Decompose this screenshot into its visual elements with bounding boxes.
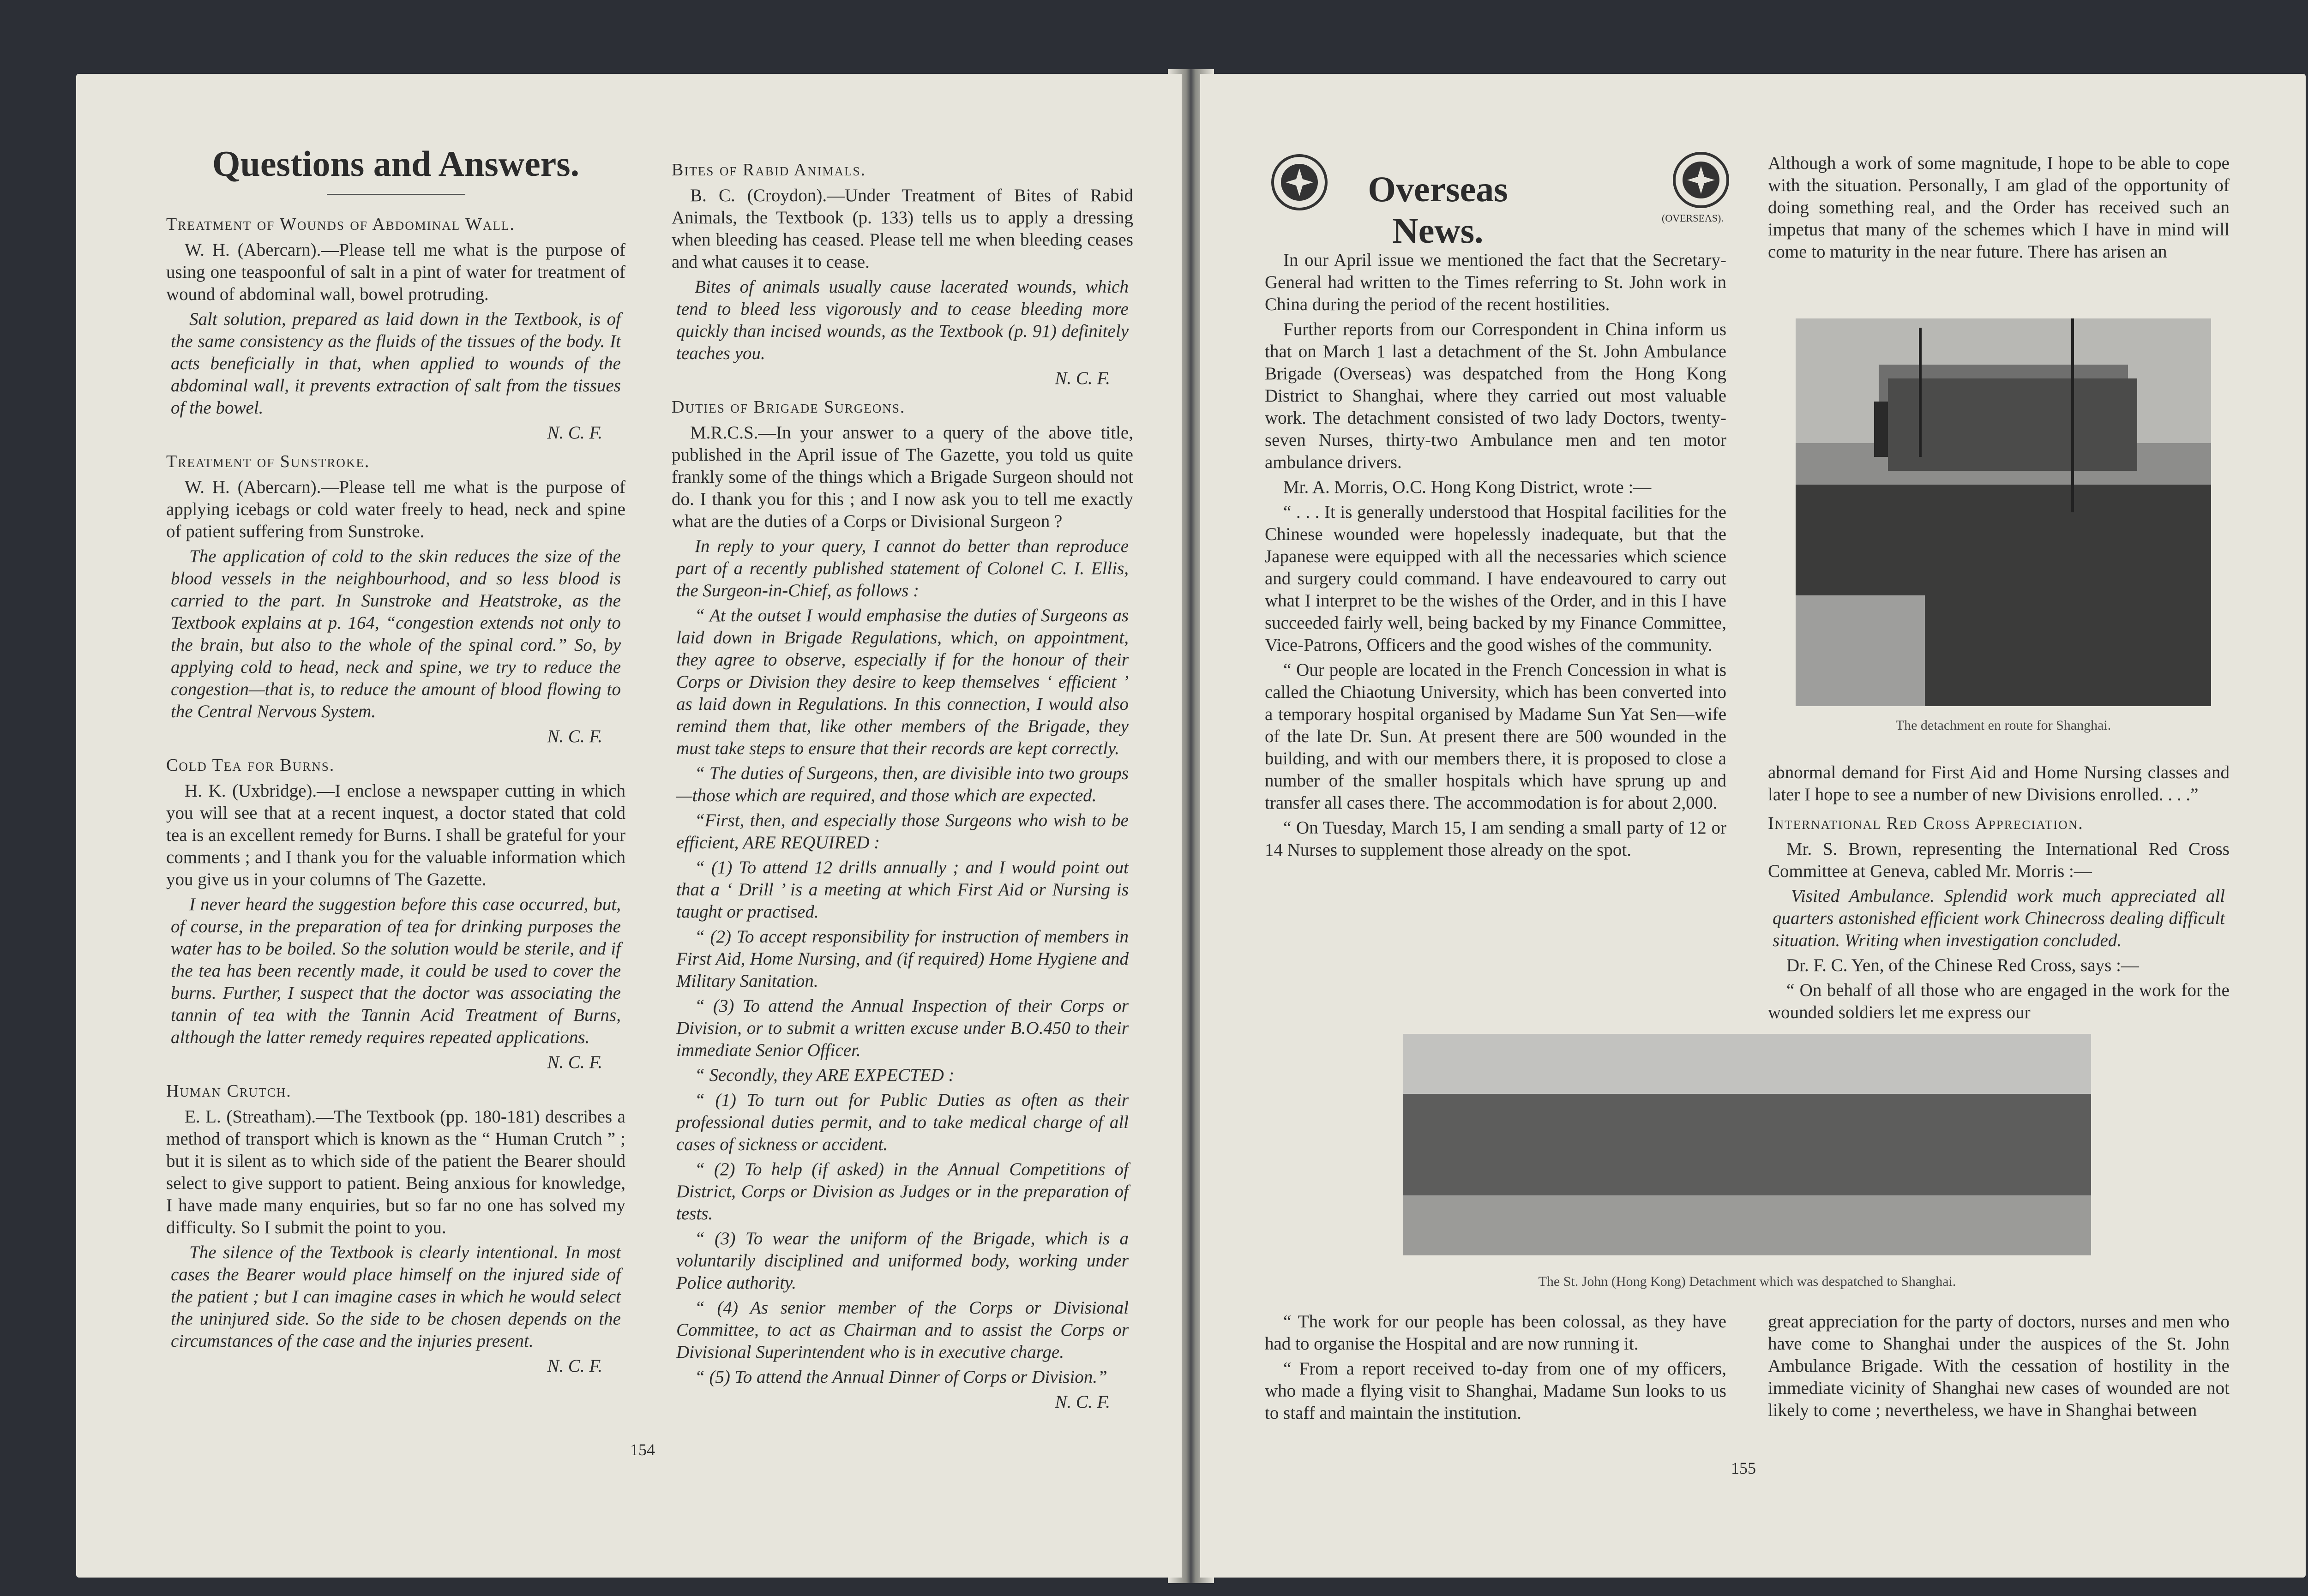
answer-paragraph: “ (1) To turn out for Public Duties as often as their professional duties permit, and to take medical charge of all cases of sickness or accident. xyxy=(676,1090,1129,1154)
right-bottom-column-2 xyxy=(1768,1311,2230,1424)
body-paragraph: Mr. A. Morris, O.C. Hong Kong District, wrote :— xyxy=(1283,477,1652,497)
body-paragraph: Although a work of some magnitude, I hope to be able to cope with the situation. Personally, I am glad of the opportunity of doing something real, and the Order has received such an impetus that many of the schemes which I have in mind will come to maturity in the near future. There has arisen an xyxy=(1768,153,2230,262)
answer-paragraph: “ Secondly, they ARE EXPECTED : xyxy=(695,1065,955,1085)
answer-paragraph: The application of cold to the skin reduces the size of the blood vessels in the neighbourhood, and so less blood is carried to the part. In Sunstroke and Heatstroke, as the Textbook explains at p. 164, “congestion extends not only to the brain, but also to the whole of the spinal cord.” So, by applying cold to head, neck and spine, we try to reduce the congestion—that is, to reduce the amount of blood flowing to the Central Nervous System. xyxy=(171,546,621,721)
overseas-badge-icon xyxy=(1671,150,1731,210)
answer-paragraph: “ (2) To help (if asked) in the Annual Competitions of District, Corps or Division as Judges or in the preparation of tests. xyxy=(676,1159,1129,1224)
section-heading: Duties of Brigade Surgeons. xyxy=(672,397,906,417)
body-paragraph: “ From a report received to-day from one of my officers, who made a flying visit to Shanghai, Madame Sun looks to us to staff and maintain the institution. xyxy=(1265,1359,1726,1423)
ship-photo xyxy=(1796,318,2211,706)
left-column-1 xyxy=(166,143,625,1382)
answer-paragraph: Salt solution, prepared as laid down in the Textbook, is of the same consistency as the fluids of the tissues of the body. It acts beneficially in that, when applied to wounds of the abdominal wall, it prevents extraction of salt from the tissues of the bowel. xyxy=(171,309,621,418)
section-heading: Human Crutch. xyxy=(166,1081,292,1101)
section-heading: Bites of Rabid Animals. xyxy=(672,160,866,180)
left-col2-content xyxy=(672,159,1133,1413)
body-paragraph: great appreciation for the party of doctors, nurses and men who have come to Shanghai under the auspices of the St. John Ambulance Brigade. With the cessation of hostility in the immediate vicinity of Shanghai new cases of wounded are not likely to come ; nevertheless, we have in Shanghai between xyxy=(1768,1312,2230,1420)
answer-paragraph: Visited Ambulance. Splendid work much appreciated all quarters astonished efficient work Chinecross dealing difficult situation. Writing when investigation concluded. xyxy=(1773,886,2225,950)
answer-paragraph: “ (2) To accept responsibility for instruction of members in First Aid, Home Nursing, and (if required) Home Hygiene and Military Sanitation. xyxy=(676,927,1129,991)
answer-paragraph: “ At the outset I would emphasise the duties of Surgeons as laid down in Brigade Regulations, which, on appointment, they agree to observe, especially if for the honour of their Corps or Division they desire to keep themselves ‘ efficient ’ as laid down in Regulations. In this connection, I would also remind them that, like other members of the Brigade, they must take steps to ensure that their records are kept correctly. xyxy=(676,606,1129,758)
section-heading: Treatment of Wounds of Abdominal Wall. xyxy=(166,215,515,234)
answer-paragraph: In reply to your query, I cannot do better than reproduce part of a recently published statement of Colonel C. I. Ellis, the Surgeon-in-Chief, as follows : xyxy=(676,536,1129,600)
body-paragraph: “ The work for our people has been colossal, as they have had to organise the Hospital and are now running it. xyxy=(1265,1312,1726,1354)
body-paragraph: “ Our people are located in the French Concession in what is called the Chiaotung University, which has been converted into a temporary hospital organised by Madame Sun Yat Sen—wife of the late Dr. Sun. At present there are 500 wounded in the building, and with our members there, it is proposed to close a number of the smaller hospitals which have sprung up and transfer all cases there. The accommodation is for about 2,000. xyxy=(1265,660,1726,813)
left-page xyxy=(76,74,1182,1578)
left-column-2 xyxy=(672,152,1133,1418)
body-paragraph: Dr. F. C. Yen, of the Chinese Red Cross, says :— xyxy=(1786,955,2139,975)
section-heading: International Red Cross Appreciation. xyxy=(1768,814,2084,833)
answer-paragraph: “ (4) As senior member of the Corps or Divisional Committee, to act as Chairman and to assist the Corps or Divisional Superintendent who is in executive charge. xyxy=(676,1298,1129,1362)
badge-label: (OVERSEAS). xyxy=(1662,212,1724,224)
answer-signature: N. C. F. xyxy=(1055,368,1110,388)
body-paragraph: W. H. (Abercarn).—Please tell me what is the purpose of applying icebags or cold water freely to head, neck and spine of patient suffering from Sunstroke. xyxy=(166,477,625,541)
right-col2-mid-content xyxy=(1768,762,2230,1024)
page-number: 154 xyxy=(630,1440,655,1459)
right-bottom-column-1 xyxy=(1265,1311,1726,1427)
body-paragraph: “ . . . It is generally understood that Hospital facilities for the Chinese wounded were hopelessly inadequate, but that the Japanese were equipped with all the necessaries which science and surgery could command. I have endeavoured to carry out what I interpret to be the wishes of the Order, and in this I have succeeded fairly well, being backed by my Finance Committee, Vice-Patrons, Officers and the good wishes of the community. xyxy=(1265,502,1726,655)
page-number: 155 xyxy=(1731,1459,1756,1477)
group-photo-caption: The St. John (Hong Kong) Detachment which was despatched to Shanghai. xyxy=(1538,1274,1956,1289)
body-paragraph: “ On behalf of all those who are engaged in the work for the wounded soldiers let me express our xyxy=(1768,980,2230,1022)
right-col2-top-content xyxy=(1768,152,2230,263)
body-paragraph: M.R.C.S.—In your answer to a query of the above title, published in the April issue of The Gazette, you told us quite frankly some of the things which a Brigade Surgeon should not do. I thank you for this ; and I now ask you to tell me exactly what are the duties of a Corps or Divisional Surgeon ? xyxy=(672,423,1133,531)
body-paragraph: B. C. (Croydon).—Under Treatment of Bites of Rabid Animals, the Textbook (p. 133) tells us to apply a dressing when bleeding has ceased. Please tell me when bleeding ceases and what causes it to cease. xyxy=(672,186,1133,272)
section-heading: Cold Tea for Burns. xyxy=(166,756,335,775)
answer-paragraph: “First, then, and especially those Surgeons who wish to be efficient, ARE REQUIRED : xyxy=(676,810,1129,852)
overseas-news-title: Overseas News. xyxy=(1368,169,1508,251)
right-column-2-mid xyxy=(1768,762,2230,1026)
answer-signature: N. C. F. xyxy=(547,726,602,746)
body-paragraph: abnormal demand for First Aid and Home Nursing classes and later I hope to see a number of new Divisions enrolled. . . .” xyxy=(1768,762,2230,804)
st-john-badge-icon xyxy=(1269,152,1329,212)
answer-paragraph: “ (3) To wear the uniform of the Brigade, which is a voluntarily disciplined and uniformed body, working under Police authority. xyxy=(676,1229,1129,1293)
right-page xyxy=(1200,74,2306,1578)
questions-answers-title: Questions and Answers. xyxy=(212,144,580,184)
answer-paragraph: “ (1) To attend 12 drills annually ; and I would point out that a ‘ Drill ’ is a meeting at which First Aid or Nursing is taught or practised. xyxy=(676,858,1129,922)
answer-paragraph: “ The duties of Surgeons, then, are divisible into two groups—those which are required, and those which are expected. xyxy=(676,763,1129,805)
body-paragraph: W. H. (Abercarn).—Please tell me what is the purpose of using one teaspoonful of salt in a pint of water for treatment of wound of abdominal wall, bowel protruding. xyxy=(166,240,625,304)
body-paragraph: In our April issue we mentioned the fact that the Secretary-General had written to the Times referring to St. John work in China during the period of the recent hostilities. xyxy=(1265,250,1726,314)
right-column-2-top xyxy=(1768,152,2230,266)
group-photo xyxy=(1403,1034,2091,1255)
ship-photo-caption: The detachment en route for Shanghai. xyxy=(1895,718,2111,733)
body-paragraph: “ On Tuesday, March 15, I am sending a small party of 12 or 14 Nurses to supplement those already on the spot. xyxy=(1265,818,1726,860)
body-paragraph: E. L. (Streatham).—The Textbook (pp. 180-181) describes a method of transport which is known as the “ Human Crutch ” ; but it is silent as to which side of the patient the Bearer should select to give support to patient. Being anxious for knowledge, I have made many enquiries, but so far no one has solved my difficulty. So I submit the point to you. xyxy=(166,1107,625,1237)
answer-signature: N. C. F. xyxy=(547,423,602,443)
answer-signature: N. C. F. xyxy=(1055,1392,1110,1412)
title-rule xyxy=(327,194,465,195)
answer-paragraph: “ (3) To attend the Annual Inspection of their Corps or Division, or to submit a written excuse under B.O.450 to their immediate Senior Officer. xyxy=(676,996,1129,1060)
body-paragraph: Mr. S. Brown, representing the International Red Cross Committee at Geneva, cabled Mr. Morris :— xyxy=(1768,839,2230,881)
answer-paragraph: Bites of animals usually cause lacerated wounds, which tend to bleed less vigorously and to cease bleeding more quickly than incised wounds, as the Textbook (p. 91) definitely teaches you. xyxy=(676,277,1129,363)
section-heading: Treatment of Sunstroke. xyxy=(166,452,370,471)
answer-paragraph: I never heard the suggestion before this case occurred, but, of course, in the preparation of tea for drinking purposes the water has to be boiled. So the solution would be sterile, and if the tea has been recently made, it could be used to cover the burns. Further, I suspect that the doctor was associating the tannin of tea with the Tannin Acid Treatment of Burns, although the latter remedy requires repeated applications. xyxy=(171,894,621,1047)
answer-signature: N. C. F. xyxy=(547,1052,602,1072)
answer-signature: N. C. F. xyxy=(547,1356,602,1376)
answer-paragraph: The silence of the Textbook is clearly intentional. In most cases the Bearer would place himself on the injured side of the patient ; but I can imagine cases in which he would select the uninjured side. So the side to be chosen depends on the circumstances of the case and the injuries present. xyxy=(171,1242,621,1351)
right-bottom-col1-content xyxy=(1265,1311,1726,1424)
answer-paragraph: “ (5) To attend the Annual Dinner of Corps or Division.” xyxy=(695,1367,1107,1387)
body-paragraph: H. K. (Uxbridge).—I enclose a newspaper cutting in which you will see that at a recent inquest, a doctor stated that cold tea is an excellent remedy for Burns. I shall be grateful for your comments ; and I thank you for the valuable information which you give us in your columns of The Gazette. xyxy=(166,781,625,889)
right-bottom-col2-content xyxy=(1768,1311,2230,1422)
right-column-1 xyxy=(1265,249,1726,864)
right-col1-content xyxy=(1265,249,1726,861)
body-paragraph: Further reports from our Correspondent in China inform us that on March 1 last a detachment of the St. John Ambulance Brigade (Overseas) was despatched from the Hong Kong District to Shanghai, where they carried out most valuable work. The detachment consisted of two lady Doctors, twenty-seven Nurses, thirty-two Ambulance men and ten motor ambulance drivers. xyxy=(1265,319,1726,472)
left-col1-content xyxy=(166,213,625,1377)
